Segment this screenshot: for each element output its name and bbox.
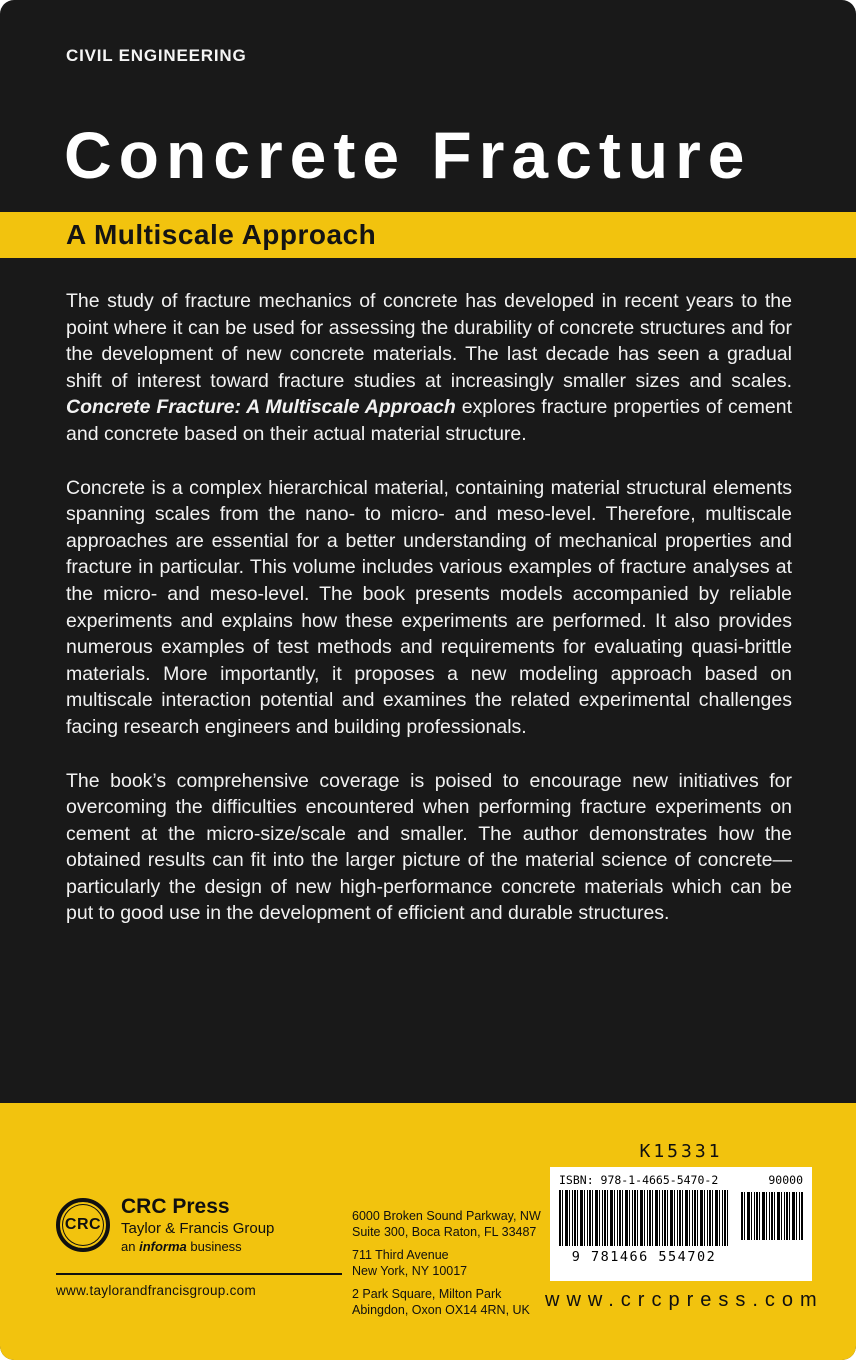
address-line: New York, NY 10017	[352, 1263, 468, 1278]
description-paragraph-3: The book’s comprehensive coverage is poised to encourage new initiatives for overcoming the difficulties encountered when performing fracture experiments on cement at the micro-size/scale and smaller. The author demonstrates how the obtained results can fit into the larger picture of the material science of concrete—particularly the design of new high-performance concrete materials which can be put to good use in the development of efficient and durable structures.	[66, 769, 792, 925]
publisher-addresses	[352, 1209, 552, 1326]
publisher-text	[121, 1195, 274, 1255]
barcode-header	[559, 1173, 803, 1187]
barcode-bars	[559, 1190, 729, 1246]
crcpress-website: www.crcpress.com	[545, 1289, 824, 1311]
barcode-addon-number: 90000	[768, 1173, 803, 1187]
address-line: 6000 Broken Sound Parkway, NW	[352, 1209, 541, 1223]
book-title: Concrete Fracture	[64, 118, 752, 192]
address-line: 711 Third Avenue	[352, 1248, 449, 1262]
address-line: Abingdon, Oxon OX14 4RN, UK	[352, 1302, 530, 1317]
address-block	[352, 1248, 552, 1279]
subtitle-bar	[0, 212, 856, 258]
back-cover-description	[66, 288, 792, 927]
barcode-main	[559, 1190, 729, 1265]
publisher-business-pre: an	[121, 1239, 140, 1254]
address-block	[352, 1209, 552, 1240]
catalog-number: K15331	[639, 1141, 723, 1162]
barcode-addon	[741, 1190, 803, 1265]
isbn-barcode	[550, 1167, 812, 1281]
crc-logo-icon	[56, 1198, 110, 1252]
description-paragraph-2: Concrete is a complex hierarchical material, containing material structural elements spanning scales from the nano- to micro- and meso-level. Therefore, multiscale approaches are essential for a better understanding of mechanical properties and fracture in particular. This volume includes various examples of fracture analyses at the micro- and meso-level. The book presents models accompanied by reliable experiments and explains how these experiments are performed. It also provides numerous examples of test methods and requirements for evaluating quasi-brittle materials. More importantly, it proposes a new modeling approach based on multiscale interaction potential and examines the related experimental challenges facing research engineers and building professionals.	[66, 476, 792, 738]
barcode-bars-row	[559, 1190, 803, 1265]
category-label: CIVIL ENGINEERING	[66, 46, 247, 65]
publisher-block	[56, 1195, 342, 1298]
book-subtitle: A Multiscale Approach	[66, 219, 377, 250]
isbn-label: ISBN: 978-1-4665-5470-2	[559, 1173, 719, 1187]
description-paragraph-1	[66, 288, 792, 448]
publisher-business-post: business	[186, 1239, 242, 1254]
paragraph-1-text-before: The study of fracture mechanics of concrete has developed in recent years to the point where it can be used for assessing the durability of concrete structures and for the development of new concrete materials. The last decade has seen a gradual shift of interest toward fracture studies at increasingly smaller sizes and scales.	[66, 290, 792, 392]
publisher-group: Taylor & Francis Group	[121, 1220, 275, 1237]
divider-rule	[56, 1273, 342, 1275]
publisher-logo-row	[56, 1195, 342, 1255]
paragraph-1-text-after: explores fracture properties of cement and concrete based on their actual material structure.	[66, 396, 792, 445]
address-block	[352, 1287, 552, 1318]
publisher-footer	[0, 1103, 856, 1360]
publisher-name: CRC Press	[121, 1195, 230, 1218]
barcode-addon-bars	[741, 1192, 803, 1240]
address-line: 2 Park Square, Milton Park	[352, 1287, 502, 1301]
publisher-business-brand: informa	[139, 1239, 187, 1254]
address-line: Suite 300, Boca Raton, FL 33487	[352, 1224, 537, 1239]
crc-logo-text: CRC	[64, 1216, 102, 1233]
book-title-inline-emphasis: Concrete Fracture: A Multiscale Approach	[66, 396, 456, 419]
ean-number: 9 781466 554702	[571, 1249, 717, 1265]
taylorfrancis-website: www.taylorandfrancisgroup.com	[56, 1283, 257, 1298]
publisher-business	[121, 1238, 274, 1255]
